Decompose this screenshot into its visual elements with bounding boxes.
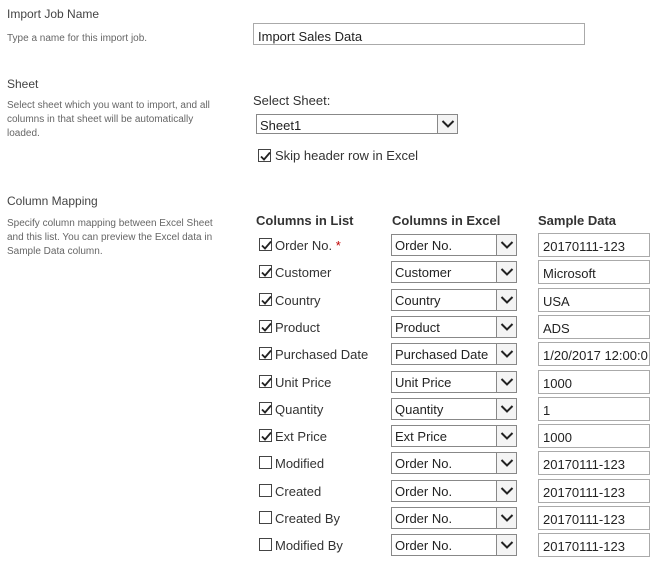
column-name-label xyxy=(275,484,321,499)
column-include-checkbox[interactable] xyxy=(259,320,272,333)
table-row xyxy=(0,287,657,314)
excel-column-select-button[interactable] xyxy=(496,235,516,255)
table-row xyxy=(0,532,657,559)
column-name: Created By xyxy=(275,511,341,526)
excel-column-value: Product xyxy=(395,320,440,335)
chevron-down-icon xyxy=(500,295,514,305)
chevron-down-icon xyxy=(441,119,455,129)
sample-data-field: 20170111-123 xyxy=(538,479,650,503)
column-name: Country xyxy=(275,293,321,308)
sample-data-field: 20170111-123 xyxy=(538,233,650,257)
excel-column-select[interactable] xyxy=(391,289,517,311)
column-include-checkbox[interactable] xyxy=(259,293,272,306)
chevron-down-icon xyxy=(500,404,514,414)
column-name-label xyxy=(275,320,320,335)
excel-column-select[interactable] xyxy=(391,507,517,529)
skip-header-checkbox[interactable] xyxy=(258,149,271,162)
excel-column-select-button[interactable] xyxy=(496,372,516,392)
header-columns-in-excel: Columns in Excel xyxy=(392,213,501,228)
excel-column-value: Order No. xyxy=(395,538,453,553)
sample-data-field: ADS xyxy=(538,315,650,339)
excel-column-select-button[interactable] xyxy=(496,317,516,337)
excel-column-select[interactable] xyxy=(391,480,517,502)
import-job-name-title: Import Job Name xyxy=(7,7,100,21)
chevron-down-icon xyxy=(500,240,514,250)
excel-column-select[interactable] xyxy=(391,261,517,283)
checkmark-icon xyxy=(260,294,273,307)
chevron-down-icon xyxy=(500,267,514,277)
excel-column-select-button[interactable] xyxy=(496,399,516,419)
table-row xyxy=(0,396,657,423)
checkmark-icon xyxy=(260,430,273,443)
excel-column-select[interactable] xyxy=(391,534,517,556)
excel-column-value: Order No. xyxy=(395,456,453,471)
column-name-label xyxy=(275,375,331,390)
table-row xyxy=(0,232,657,259)
import-job-name-input[interactable]: Import Sales Data xyxy=(253,23,585,45)
column-name: Product xyxy=(275,320,320,335)
column-name-label xyxy=(275,238,341,253)
header-sample-data: Sample Data xyxy=(538,213,617,228)
excel-column-select-button[interactable] xyxy=(496,535,516,555)
sheet-select[interactable] xyxy=(256,114,458,134)
column-name-label xyxy=(275,456,324,471)
chevron-down-icon xyxy=(500,513,514,523)
column-name-label xyxy=(275,429,327,444)
table-row xyxy=(0,259,657,286)
excel-column-select[interactable] xyxy=(391,371,517,393)
sheet-section-title: Sheet xyxy=(7,77,39,91)
excel-column-select-button[interactable] xyxy=(496,453,516,473)
column-name: Ext Price xyxy=(275,429,328,444)
column-name: Order No. xyxy=(275,238,333,253)
checkmark-icon xyxy=(260,348,273,361)
column-name: Quantity xyxy=(275,402,324,417)
checkmark-icon xyxy=(259,150,272,163)
table-row xyxy=(0,369,657,396)
sample-data-field: 20170111-123 xyxy=(538,506,650,530)
column-include-checkbox[interactable] xyxy=(259,238,272,251)
column-name: Created xyxy=(275,484,322,499)
excel-column-select-button[interactable] xyxy=(496,262,516,282)
excel-column-select-button[interactable] xyxy=(496,290,516,310)
table-row xyxy=(0,423,657,450)
excel-column-select-button[interactable] xyxy=(496,344,516,364)
sample-data-field: Microsoft xyxy=(538,260,650,284)
column-include-checkbox[interactable] xyxy=(259,402,272,415)
column-mapping-description: Specify column mapping between Excel Sheet and this list. You can preview the Excel data in Sample Data column. xyxy=(7,218,213,257)
import-job-name-description: Type a name for this import job. xyxy=(7,33,148,44)
excel-column-value: Country xyxy=(395,293,441,308)
table-row xyxy=(0,505,657,532)
column-include-checkbox[interactable] xyxy=(259,429,272,442)
column-name: Unit Price xyxy=(275,375,332,390)
column-include-checkbox[interactable] xyxy=(259,538,272,551)
checkmark-icon xyxy=(260,403,273,416)
column-include-checkbox[interactable] xyxy=(259,265,272,278)
select-sheet-label: Select Sheet: xyxy=(253,93,331,108)
excel-column-value: Order No. xyxy=(395,484,453,499)
column-name: Customer xyxy=(275,265,332,280)
checkmark-icon xyxy=(260,266,273,279)
column-include-checkbox[interactable] xyxy=(259,347,272,360)
skip-header-label: Skip header row in Excel xyxy=(275,148,419,163)
checkmark-icon xyxy=(260,239,273,252)
column-name-label xyxy=(275,402,323,417)
chevron-down-icon xyxy=(500,377,514,387)
excel-column-select-button[interactable] xyxy=(496,481,516,501)
column-include-checkbox[interactable] xyxy=(259,456,272,469)
column-name-label xyxy=(275,347,368,362)
sample-data-field: 1/20/2017 12:00:0 xyxy=(538,342,650,366)
chevron-down-icon xyxy=(500,431,514,441)
sample-data-field: 1000 xyxy=(538,370,650,394)
table-row xyxy=(0,478,657,505)
column-mapping-title: Column Mapping xyxy=(7,194,98,208)
checkmark-icon xyxy=(260,321,273,334)
excel-column-select[interactable] xyxy=(391,452,517,474)
sample-data-field: 20170111-123 xyxy=(538,451,650,475)
excel-column-value: Order No. xyxy=(395,238,453,253)
excel-column-value: Order No. xyxy=(395,511,453,526)
column-name-label xyxy=(275,265,331,280)
sheet-select-button[interactable] xyxy=(437,115,457,133)
excel-column-select-button[interactable] xyxy=(496,426,516,446)
column-include-checkbox[interactable] xyxy=(259,511,272,524)
excel-column-select[interactable] xyxy=(391,234,517,256)
sample-data-field: 20170111-123 xyxy=(538,533,650,557)
chevron-down-icon xyxy=(500,322,514,332)
excel-column-select[interactable] xyxy=(391,425,517,447)
sheet-section-description: Select sheet which you want to import, and all columns in that sheet will be automatically loaded. xyxy=(7,100,210,139)
table-row xyxy=(0,450,657,477)
excel-column-value: Customer xyxy=(395,265,452,280)
excel-column-select-button[interactable] xyxy=(496,508,516,528)
column-name: Modified By xyxy=(275,538,343,553)
column-include-checkbox[interactable] xyxy=(259,375,272,388)
excel-column-value: Ext Price xyxy=(395,429,448,444)
sample-data-field: 1 xyxy=(538,397,650,421)
sample-data-field: 1000 xyxy=(538,424,650,448)
column-name-label xyxy=(275,538,343,553)
chevron-down-icon xyxy=(500,540,514,550)
chevron-down-icon xyxy=(500,486,514,496)
column-name: Modified xyxy=(275,456,325,471)
column-name: Purchased Date xyxy=(275,347,369,362)
required-marker: * xyxy=(335,238,341,253)
sheet-select-value: Sheet1 xyxy=(260,118,302,133)
chevron-down-icon xyxy=(500,458,514,468)
column-name-label xyxy=(275,293,321,308)
excel-column-value: Unit Price xyxy=(395,375,452,390)
table-row xyxy=(0,314,657,341)
checkmark-icon xyxy=(260,376,273,389)
chevron-down-icon xyxy=(500,349,514,359)
excel-column-select[interactable] xyxy=(391,316,517,338)
sample-data-field: USA xyxy=(538,288,650,312)
column-include-checkbox[interactable] xyxy=(259,484,272,497)
column-name-label xyxy=(275,511,340,526)
excel-column-value: Purchased Date xyxy=(395,347,489,362)
table-row xyxy=(0,341,657,368)
header-columns-in-list: Columns in List xyxy=(256,213,354,228)
excel-column-select[interactable] xyxy=(391,343,517,365)
excel-column-select[interactable] xyxy=(391,398,517,420)
excel-column-value: Quantity xyxy=(395,402,444,417)
